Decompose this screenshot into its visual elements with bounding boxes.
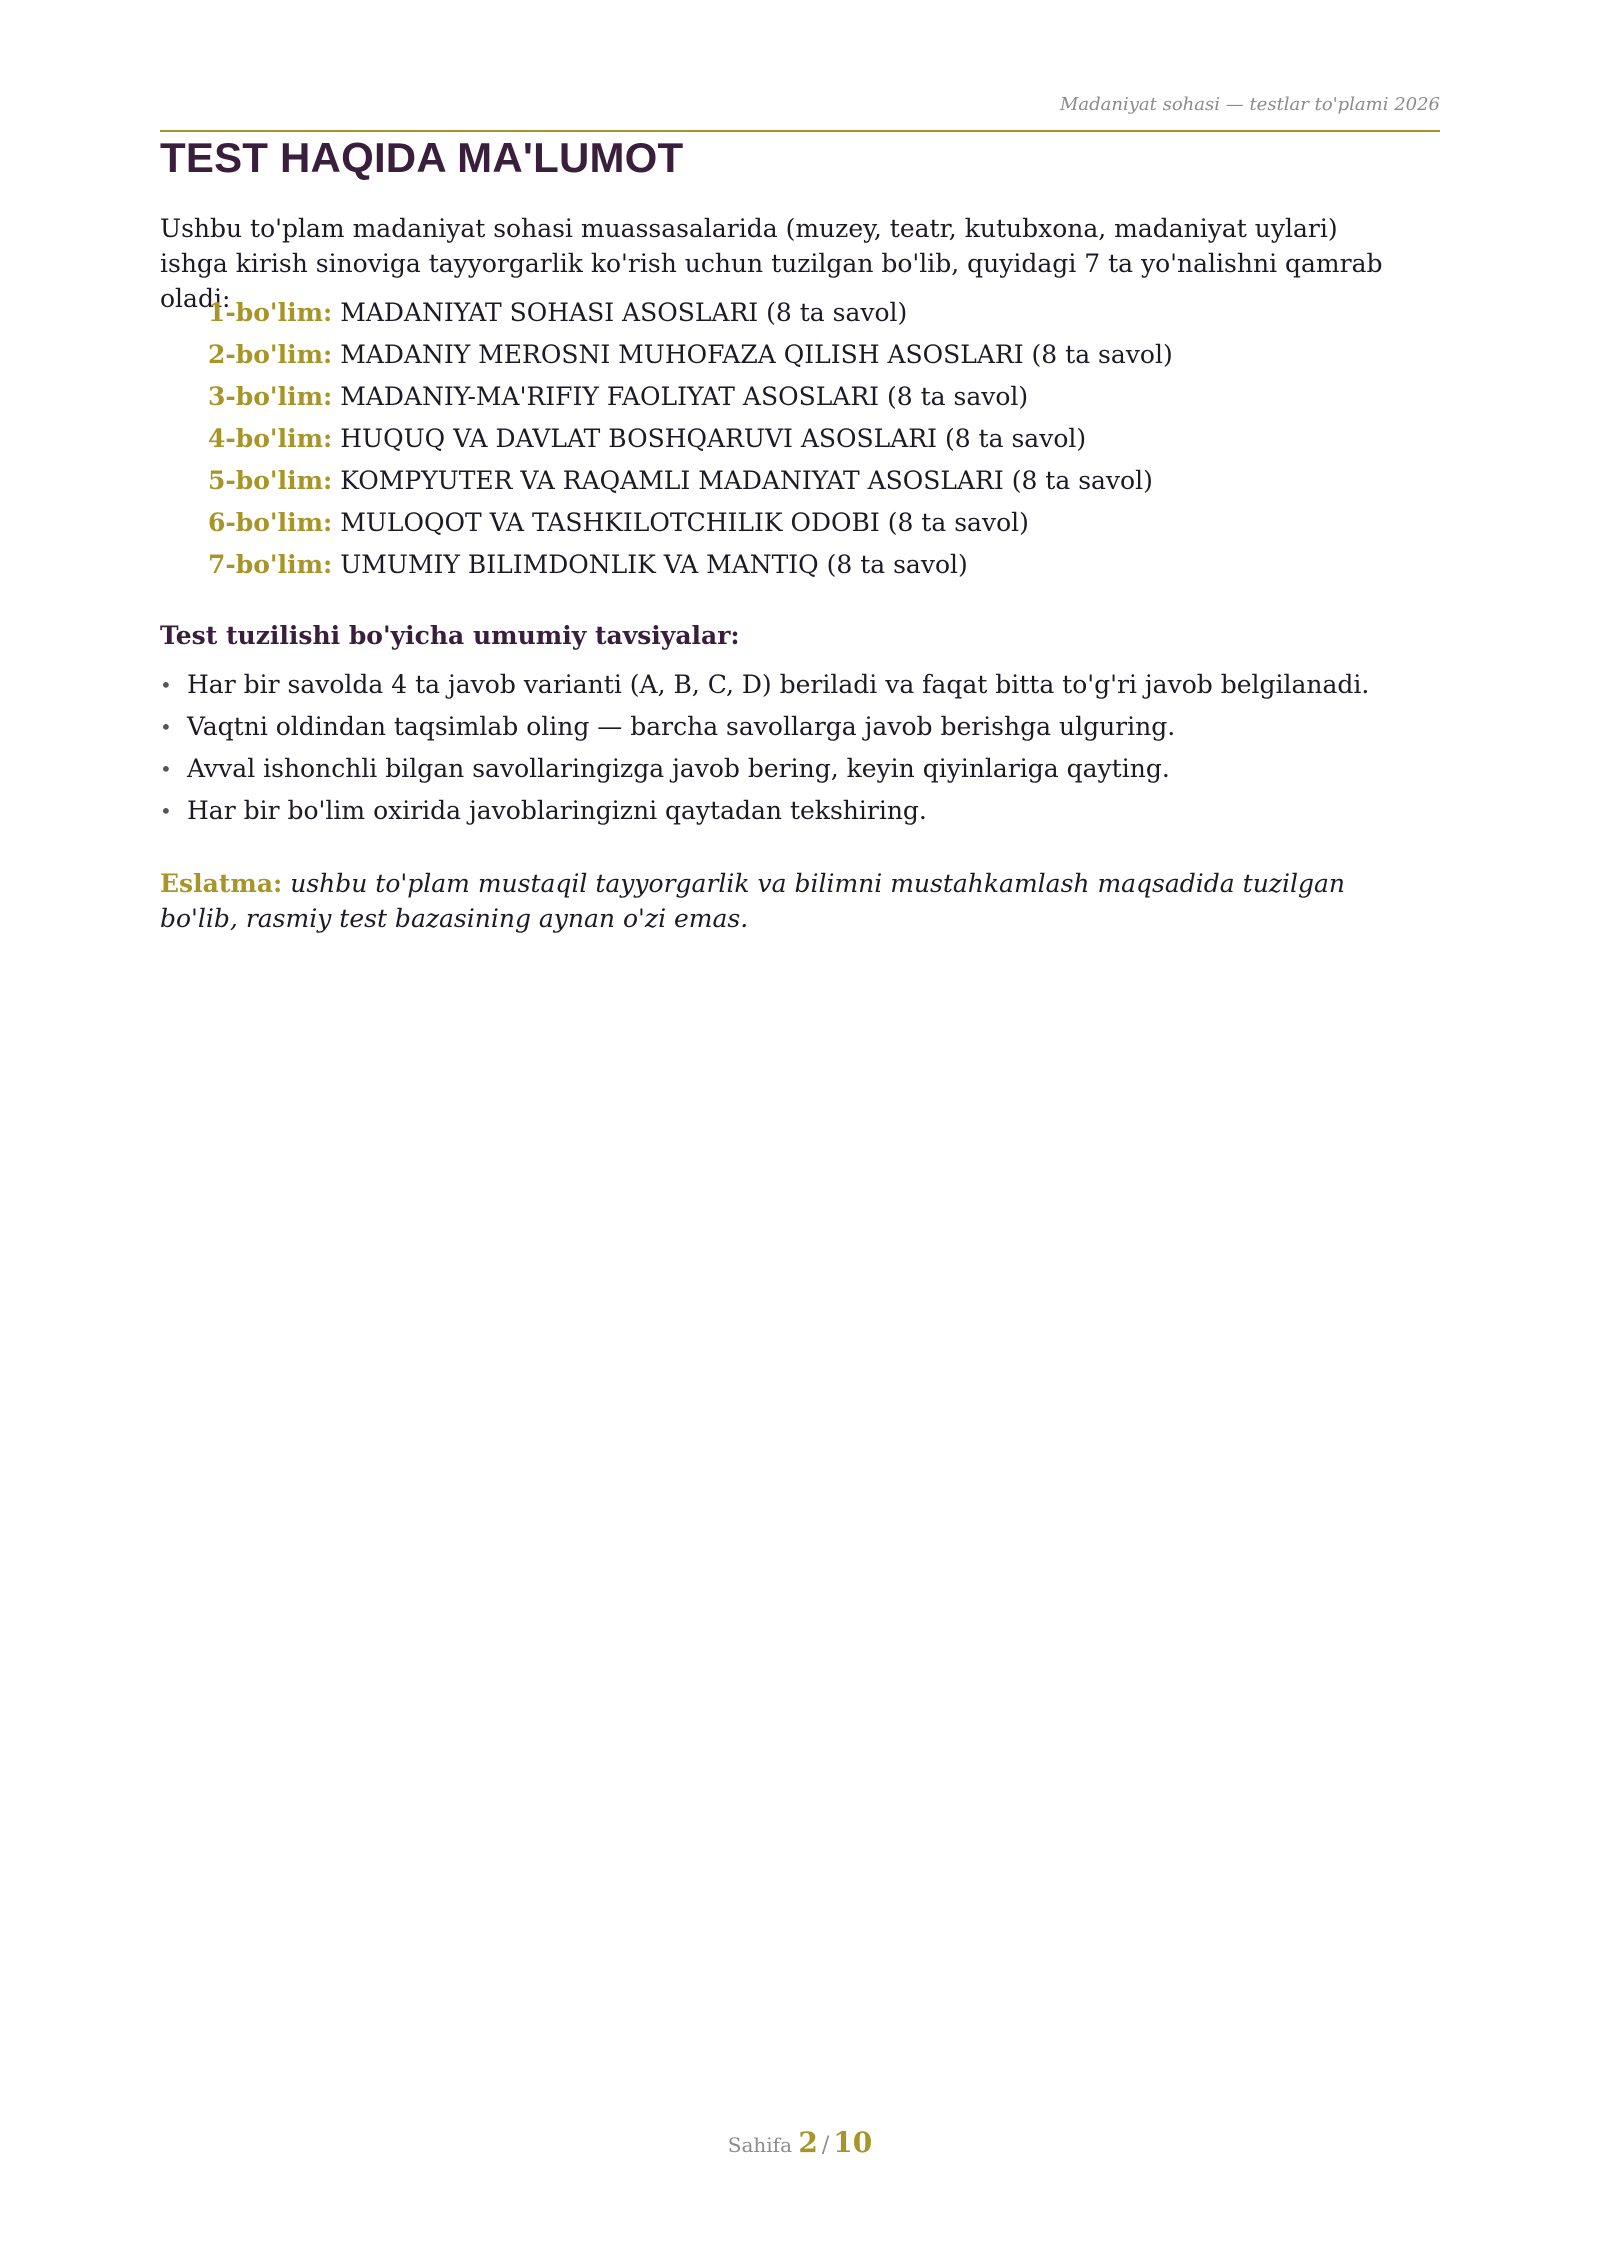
section-item — [208, 292, 1173, 334]
total-pages-number: 10 — [833, 2126, 873, 2159]
section-label: 1-bo'lim: — [208, 298, 333, 327]
recommendation-text: Har bir bo'lim oxirida javoblaringizni qaytadan tekshiring. — [187, 796, 927, 825]
section-list — [208, 292, 1173, 586]
section-label: 7-bo'lim: — [208, 550, 333, 579]
page-separator: / — [821, 2133, 830, 2158]
intro-paragraph: Ushbu to'plam madaniyat sohasi muassasalarida (muzey, teatr, kutubxona, madaniyat uylari) ishga kirish sinoviga tayyorgarlik ko'rish uchun tuzilgan bo'lib, quyidagi 7 ta yo'nalishni qamrab oladi: — [160, 214, 1383, 313]
recommendation-item — [160, 790, 1369, 832]
section-item — [208, 460, 1173, 502]
recommendation-item — [160, 664, 1369, 706]
header-divider — [160, 130, 1440, 132]
section-title: MADANIY MEROSNI MUHOFAZA QILISH ASOSLARI (8 ta savol) — [340, 340, 1173, 369]
page-title: TEST HAQIDA MA'LUMOT — [160, 134, 684, 181]
note-text: ushbu to'plam mustaqil tayyorgarlik va bilimni mustahkamlash maqsadida tuzilgan bo'lib, rasmiy test bazasining aynan o'zi emas. — [160, 869, 1345, 933]
bullet-icon: • — [160, 715, 172, 739]
bullet-icon: • — [160, 673, 172, 697]
recommendation-item — [160, 748, 1369, 790]
section-item — [208, 334, 1173, 376]
section-title: MADANIY-MA'RIFIY FAOLIYAT ASOSLARI (8 ta savol) — [340, 382, 1029, 411]
section-label: 2-bo'lim: — [208, 340, 333, 369]
running-header: Madaniyat sohasi — testlar to'plami 2026 — [1059, 94, 1440, 115]
section-label: 3-bo'lim: — [208, 382, 333, 411]
recommendation-text: Har bir savolda 4 ta javob varianti (A, B, C, D) beriladi va faqat bitta to'g'ri javob belgilanadi. — [187, 670, 1370, 699]
current-page-number: 2 — [798, 2126, 818, 2159]
page-footer — [0, 2126, 1600, 2159]
section-item — [208, 376, 1173, 418]
note-label: Eslatma: — [160, 869, 283, 898]
bullet-icon: • — [160, 799, 172, 823]
recommendation-item — [160, 706, 1369, 748]
section-title: KOMPYUTER VA RAQAMLI MADANIYAT ASOSLARI (8 ta savol) — [340, 466, 1153, 495]
section-title: MULOQOT VA TASHKILOTCHILIK ODOBI (8 ta savol) — [340, 508, 1029, 537]
note-paragraph — [160, 866, 1420, 936]
section-title: UMUMIY BILIMDONLIK VA MANTIQ (8 ta savol) — [340, 550, 968, 579]
section-title: HUQUQ VA DAVLAT BOSHQARUVI ASOSLARI (8 ta savol) — [340, 424, 1087, 453]
recommendation-text: Avval ishonchli bilgan savollaringizga javob bering, keyin qiyinlariga qayting. — [187, 754, 1170, 783]
section-item — [208, 544, 1173, 586]
recommendations-heading: Test tuzilishi bo'yicha umumiy tavsiyalar: — [160, 621, 740, 650]
section-label: 4-bo'lim: — [208, 424, 333, 453]
bullet-icon: • — [160, 757, 172, 781]
section-label: 6-bo'lim: — [208, 508, 333, 537]
section-label: 5-bo'lim: — [208, 466, 333, 495]
section-item — [208, 502, 1173, 544]
recommendation-text: Vaqtni oldindan taqsimlab oling — barcha savollarga javob berishga ulguring. — [187, 712, 1176, 741]
section-item — [208, 418, 1173, 460]
recommendations-list — [160, 664, 1369, 832]
page-number-prefix: Sahifa — [727, 2133, 792, 2157]
section-title: MADANIYAT SOHASI ASOSLARI (8 ta savol) — [340, 298, 908, 327]
